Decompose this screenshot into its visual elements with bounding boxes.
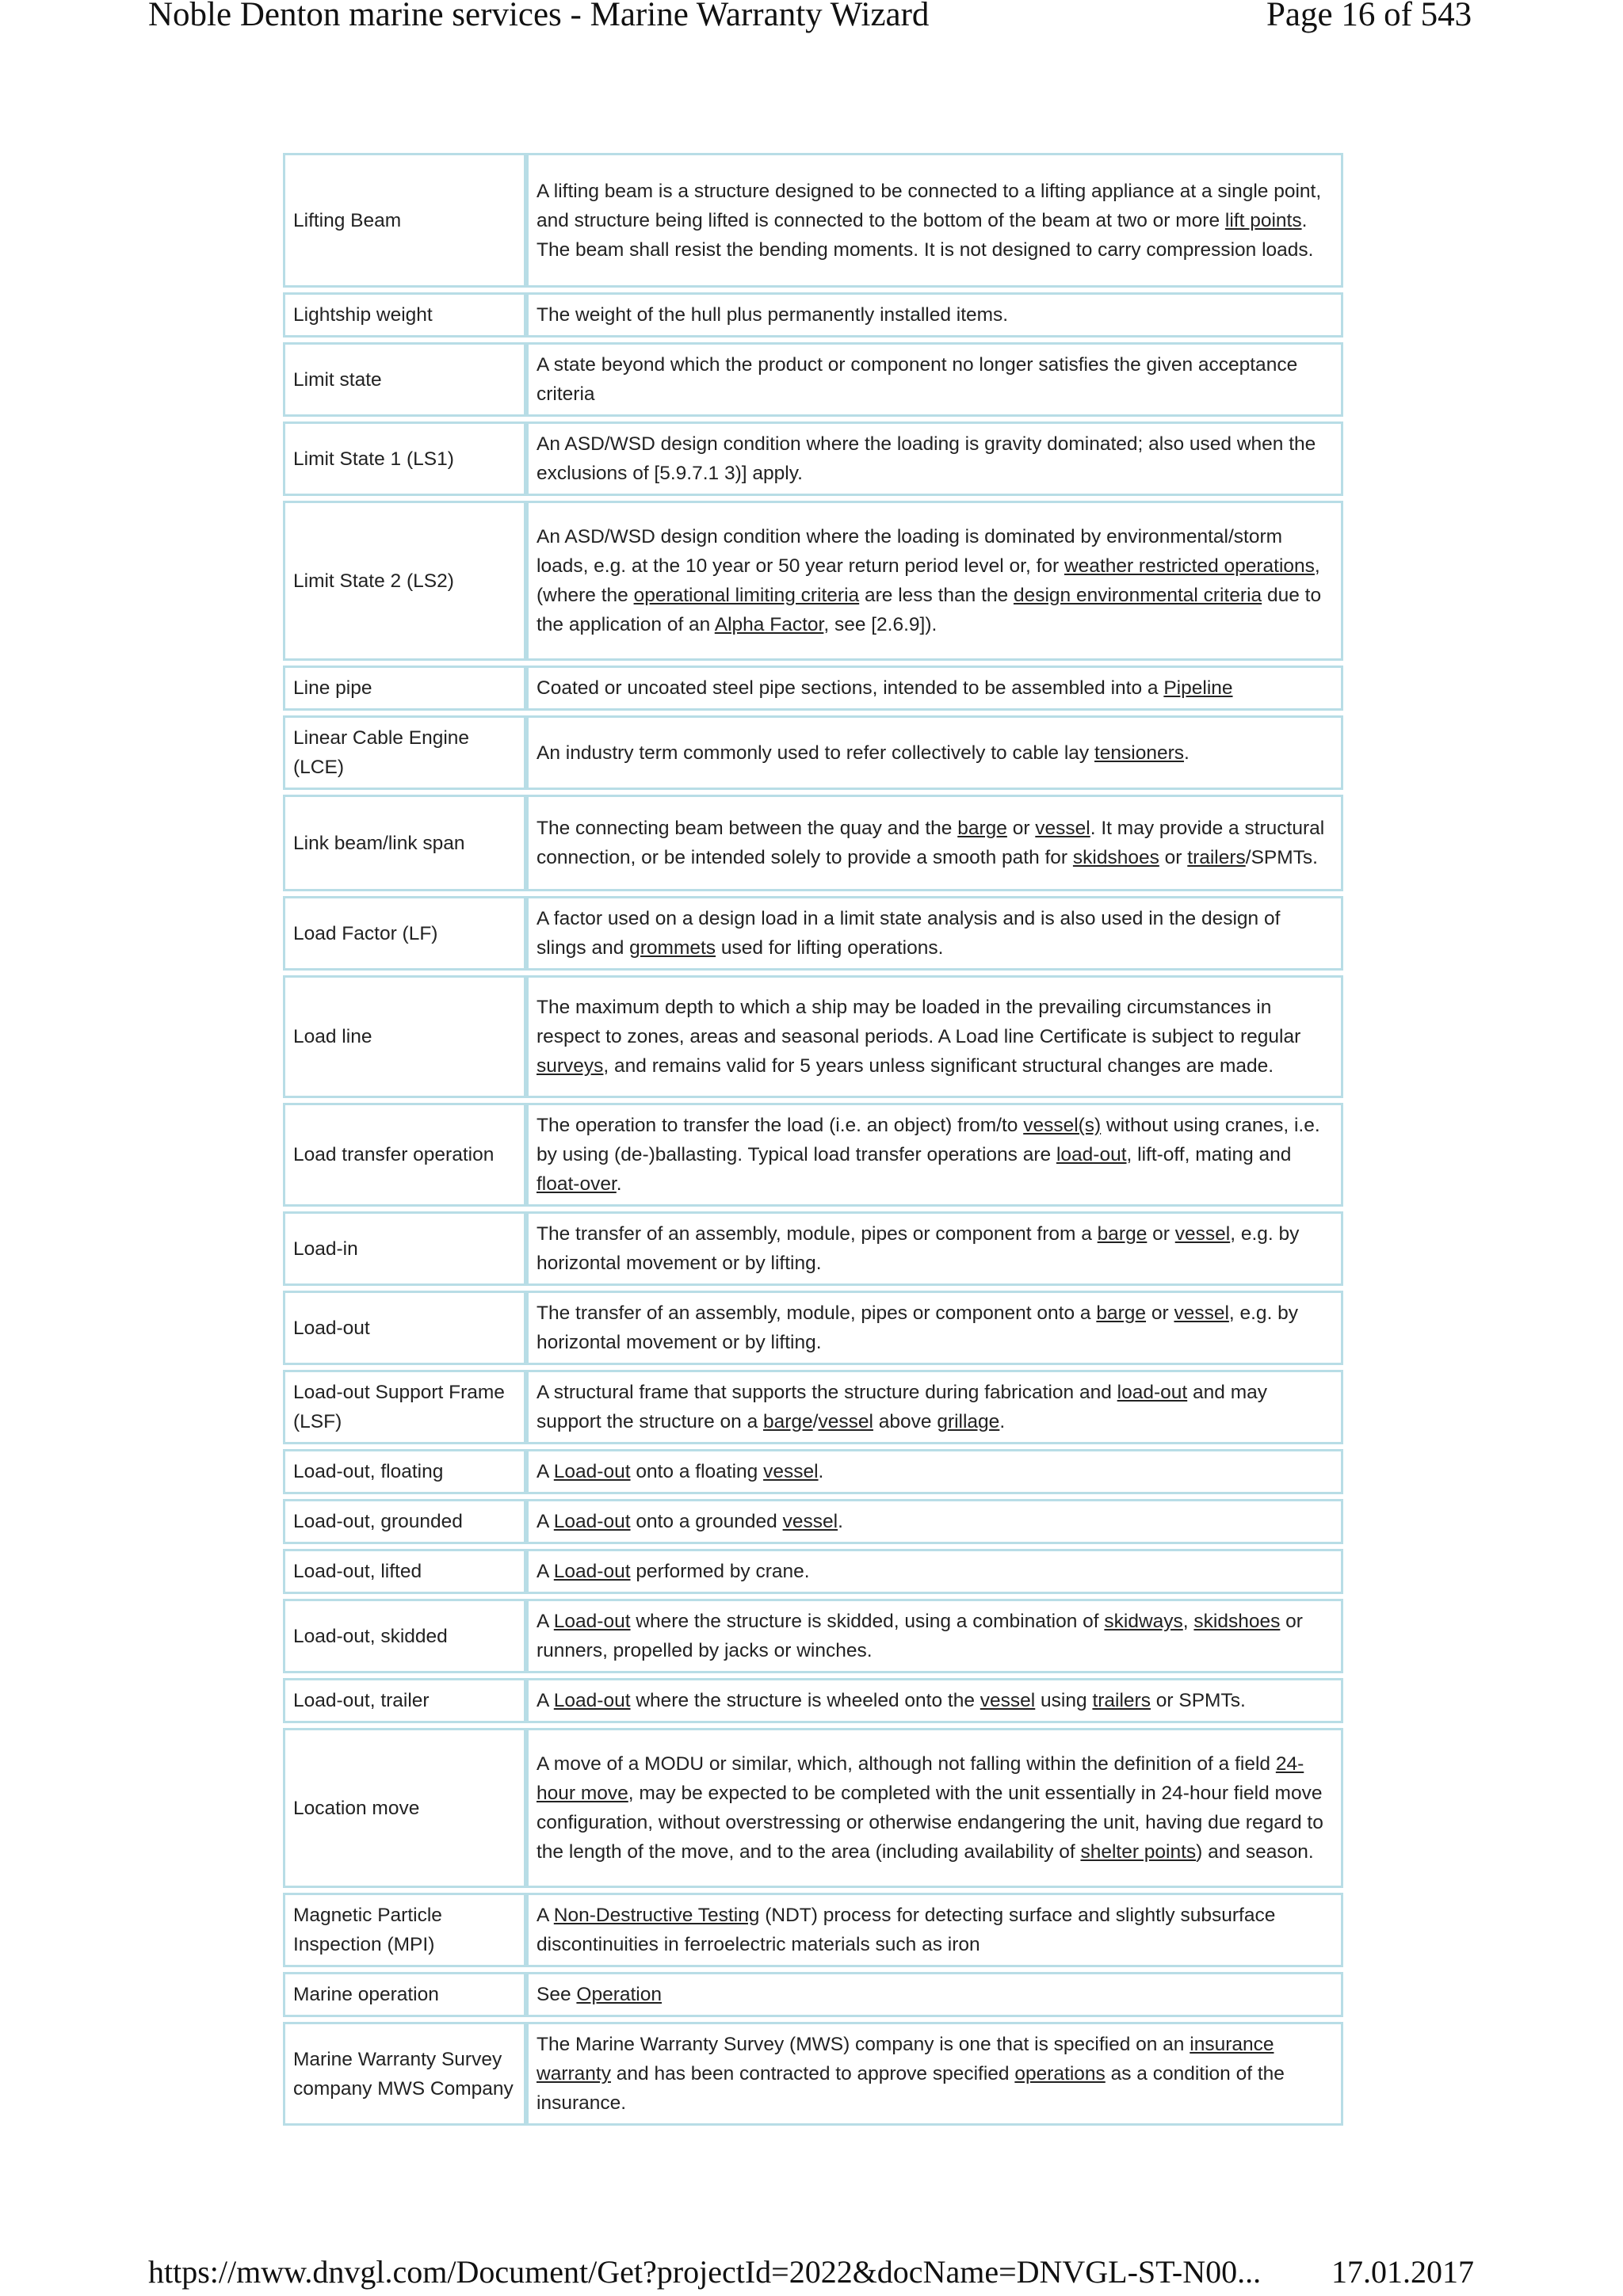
glossary-link[interactable]: skidways <box>1104 1611 1183 1632</box>
definition-text: and has been contracted to approve specified <box>610 2063 1015 2084</box>
definition-text: The transfer of an assembly, module, pipes or component onto a <box>537 1302 1097 1324</box>
glossary-row <box>283 975 1343 1098</box>
definition-text: A move of a MODU or similar, which, although not falling within the definition of a field <box>537 1753 1276 1775</box>
glossary-link[interactable]: skidshoes <box>1193 1611 1281 1632</box>
definition-text: A lifting beam is a structure designed to be connected to a lifting appliance at a single point, and structure being lifted is connected to the bottom of the beam at two or more <box>537 180 1322 231</box>
glossary-link[interactable]: Load-out <box>553 1690 631 1711</box>
glossary-link[interactable]: operational limiting criteria <box>633 585 860 606</box>
glossary-term: Load-out, skidded <box>283 1599 526 1673</box>
definition-text: or <box>1159 847 1188 868</box>
glossary-row <box>283 1728 1343 1888</box>
glossary-row <box>283 2022 1343 2126</box>
glossary-definition <box>526 342 1343 417</box>
glossary-link[interactable]: operations <box>1014 2063 1106 2084</box>
glossary-link[interactable]: Load-out <box>553 1611 631 1632</box>
glossary-row <box>283 715 1343 790</box>
glossary-definition <box>526 1291 1343 1365</box>
glossary-term: Load-out, grounded <box>283 1499 526 1544</box>
glossary-term: Load Factor (LF) <box>283 896 526 971</box>
definition-text: or runners, propelled by jacks or winches. <box>537 1611 1303 1661</box>
definition-text: above <box>873 1411 938 1432</box>
glossary-link[interactable]: weather restricted operations <box>1064 555 1315 577</box>
glossary-link[interactable]: vessel <box>763 1461 819 1482</box>
definition-text: A factor used on a design load in a limit state analysis and is also used in the design of slings and <box>537 908 1281 959</box>
glossary-row <box>283 795 1343 891</box>
glossary-definition <box>526 1499 1343 1544</box>
glossary-link[interactable]: Load-out <box>553 1511 631 1532</box>
definition-text: , and remains valid for 5 years unless significant structural changes are made. <box>603 1055 1274 1077</box>
definition-text: The operation to transfer the load (i.e. an object) from/to <box>537 1115 1024 1136</box>
glossary-row <box>283 1678 1343 1723</box>
glossary-row <box>283 153 1343 288</box>
definition-text: , see [2.6.9]). <box>823 614 938 635</box>
glossary-definition <box>526 1972 1343 2017</box>
definition-text: . <box>616 1173 622 1195</box>
definition-text: ) and season. <box>1196 1841 1314 1863</box>
glossary-term: Linear Cable Engine (LCE) <box>283 715 526 790</box>
glossary-term: Load-out, lifted <box>283 1549 526 1594</box>
glossary-link[interactable]: Alpha Factor <box>714 614 824 635</box>
glossary-definition <box>526 1370 1343 1444</box>
definition-text: where the structure is skidded, using a combination of <box>630 1611 1105 1632</box>
glossary-row <box>283 292 1343 338</box>
glossary-row <box>283 1599 1343 1673</box>
glossary-term: Limit State 1 (LS1) <box>283 421 526 496</box>
glossary-term: Load line <box>283 975 526 1098</box>
glossary-definition <box>526 153 1343 288</box>
glossary-link[interactable]: Operation <box>576 1984 663 2005</box>
definition-text: . <box>838 1511 843 1532</box>
definition-text: A <box>537 1690 554 1711</box>
glossary-definition <box>526 292 1343 338</box>
definition-text: due to the application of an <box>537 585 1322 635</box>
definition-text: A <box>537 1611 554 1632</box>
definition-text: The maximum depth to which a ship may be loaded in the prevailing circumstances in respect to zones, areas and seasonal periods. A Load line Certificate is subject to regular <box>537 997 1301 1047</box>
glossary-definition <box>526 1728 1343 1888</box>
definition-text: . <box>818 1461 824 1482</box>
glossary-definition <box>526 501 1343 661</box>
definition-text: See <box>537 1984 577 2005</box>
glossary-link[interactable]: Load-out <box>553 1561 631 1582</box>
glossary-term: Link beam/link span <box>283 795 526 891</box>
definition-text: . <box>1184 742 1190 764</box>
definition-text: / <box>812 1411 819 1432</box>
definition-text: and may support the structure on a <box>537 1382 1267 1432</box>
glossary-definition <box>526 1211 1343 1286</box>
glossary-row <box>283 1103 1343 1207</box>
glossary-link[interactable]: design environmental criteria <box>1013 585 1262 606</box>
document-header-title: Noble Denton marine services - Marine Warranty Wizard <box>148 0 930 33</box>
glossary-term: Marine operation <box>283 1972 526 2017</box>
definition-text: or <box>1146 1302 1174 1324</box>
definition-text: /SPMTs. <box>1245 847 1318 868</box>
definition-text: or SPMTs. <box>1150 1690 1246 1711</box>
footer-date: 17.01.2017 <box>1331 2254 1474 2290</box>
glossary-row <box>283 1549 1343 1594</box>
definition-text: An ASD/WSD design condition where the loading is gravity dominated; also used when the exclusions of [5.9.7.1 3)] apply. <box>537 433 1316 484</box>
glossary-term: Marine Warranty Survey company MWS Company <box>283 2022 526 2126</box>
glossary-link[interactable]: Load-out <box>553 1461 631 1482</box>
glossary-link[interactable]: float-over <box>537 1173 617 1195</box>
definition-text: The weight of the hull plus permanently installed items. <box>537 304 1009 326</box>
definition-text: A <box>537 1561 554 1582</box>
glossary-row <box>283 1291 1343 1365</box>
glossary-link[interactable]: vessel <box>1035 818 1090 839</box>
glossary-table <box>283 148 1343 2130</box>
definition-text: performed by crane. <box>630 1561 810 1582</box>
glossary-link[interactable]: skidshoes <box>1072 847 1159 868</box>
definition-text: The Marine Warranty Survey (MWS) company is one that is specified on an <box>537 2034 1190 2055</box>
glossary-row <box>283 1449 1343 1494</box>
glossary-link[interactable]: barge <box>763 1411 813 1432</box>
glossary-definition <box>526 896 1343 971</box>
definition-text: onto a grounded <box>630 1511 783 1532</box>
glossary-term: Load-out, floating <box>283 1449 526 1494</box>
glossary-definition <box>526 421 1343 496</box>
glossary-link[interactable]: barge <box>957 818 1007 839</box>
glossary-definition <box>526 1678 1343 1723</box>
glossary-link[interactable]: Non-Destructive Testing <box>553 1905 760 1926</box>
glossary-link[interactable]: load-out <box>1056 1144 1127 1165</box>
glossary-term: Line pipe <box>283 666 526 711</box>
glossary-term: Load transfer operation <box>283 1103 526 1207</box>
glossary-definition <box>526 1449 1343 1494</box>
glossary-row <box>283 666 1343 711</box>
glossary-link[interactable]: lift points <box>1224 209 1302 231</box>
definition-text: A structural frame that supports the structure during fabrication and <box>537 1382 1117 1403</box>
glossary-link[interactable]: vessel <box>1174 1223 1231 1245</box>
glossary-link[interactable]: vessel <box>782 1511 838 1532</box>
definition-text: as a condition of the insurance. <box>537 2063 1285 2114</box>
definition-text: where the structure is wheeled onto the <box>630 1690 980 1711</box>
glossary-term: Location move <box>283 1728 526 1888</box>
glossary-link[interactable]: grillage <box>937 1411 1000 1432</box>
definition-text: , e.g. by horizontal movement or by lifting. <box>537 1223 1300 1274</box>
glossary-link[interactable]: Pipeline <box>1163 677 1233 699</box>
glossary-row <box>283 342 1343 417</box>
glossary-definition <box>526 1893 1343 1967</box>
definition-text: A <box>537 1511 554 1532</box>
glossary-row <box>283 1370 1343 1444</box>
definition-text: The transfer of an assembly, module, pipes or component from a <box>537 1223 1098 1245</box>
glossary-link[interactable]: grommets <box>629 937 716 959</box>
glossary-link[interactable]: vessel <box>1174 1302 1229 1324</box>
definition-text: Coated or uncoated steel pipe sections, intended to be assembled into a <box>537 677 1164 699</box>
page-number: Page 16 of 543 <box>1266 0 1472 33</box>
glossary-row <box>283 1211 1343 1286</box>
glossary-link[interactable]: barge <box>1096 1302 1147 1324</box>
definition-text: , e.g. by horizontal movement or by lifting. <box>537 1302 1299 1353</box>
glossary-link[interactable]: trailers <box>1092 1690 1151 1711</box>
glossary-link[interactable]: surveys <box>537 1055 604 1077</box>
definition-text: , (where the <box>537 555 1320 606</box>
glossary-definition <box>526 1599 1343 1673</box>
glossary-link[interactable]: 24-hour move <box>537 1753 1304 1804</box>
glossary-definition <box>526 795 1343 891</box>
definition-text: An industry term commonly used to refer collectively to cable lay <box>537 742 1094 764</box>
definition-text: (NDT) process for detecting surface and slightly subsurface discontinuities in ferroelectric materials such as iron <box>537 1905 1276 1955</box>
glossary-link[interactable]: vessel(s) <box>1023 1115 1102 1136</box>
definition-text: The connecting beam between the quay and the <box>537 818 958 839</box>
definition-text: An ASD/WSD design condition where the loading is dominated by environmental/storm loads, e.g. at the 10 year or 50 year return period level or, for <box>537 526 1283 577</box>
definition-text: using <box>1035 1690 1093 1711</box>
glossary-row <box>283 1972 1343 2017</box>
glossary-link[interactable]: vessel <box>980 1690 1036 1711</box>
glossary-term: Lightship weight <box>283 292 526 338</box>
definition-text: A state beyond which the product or component no longer satisfies the given acceptance criteria <box>537 354 1298 405</box>
glossary-link[interactable]: load-out <box>1117 1382 1188 1403</box>
glossary-term: Load-out Support Frame (LSF) <box>283 1370 526 1444</box>
glossary-link[interactable]: insurance warranty <box>537 2034 1274 2084</box>
glossary-link[interactable]: vessel <box>818 1411 873 1432</box>
glossary-row <box>283 1499 1343 1544</box>
definition-text: used for lifting operations. <box>716 937 944 959</box>
definition-text: . It may provide a structural connection, or be intended solely to provide a smooth path for <box>537 818 1325 868</box>
definition-text: are less than the <box>859 585 1014 606</box>
definition-text: onto a floating <box>630 1461 764 1482</box>
glossary-row <box>283 1893 1343 1967</box>
glossary-row <box>283 501 1343 661</box>
glossary-term: Load-out, trailer <box>283 1678 526 1723</box>
definition-text: or <box>1147 1223 1175 1245</box>
glossary-row <box>283 421 1343 496</box>
glossary-term: Magnetic Particle Inspection (MPI) <box>283 1893 526 1967</box>
glossary-link[interactable]: tensioners <box>1094 742 1185 764</box>
definition-text: , may be expected to be completed with the unit essentially in 24-hour field move configuration, without overstressing or otherwise endangering the unit, having due regard to the length of the move, and to the area (including availability of <box>537 1783 1323 1863</box>
definition-text: , <box>1182 1611 1194 1632</box>
definition-text: . The beam shall resist the bending moments. It is not designed to carry compression loads. <box>537 209 1314 261</box>
glossary-link[interactable]: shelter points <box>1080 1841 1197 1863</box>
glossary-definition <box>526 1103 1343 1207</box>
glossary-term: Load-out <box>283 1291 526 1365</box>
glossary-table-body <box>283 153 1343 2126</box>
glossary-term: Load-in <box>283 1211 526 1286</box>
glossary-definition <box>526 1549 1343 1594</box>
glossary-row <box>283 896 1343 971</box>
glossary-definition <box>526 975 1343 1098</box>
glossary-definition <box>526 666 1343 711</box>
definition-text: , lift-off, mating and <box>1126 1144 1292 1165</box>
footer-url[interactable]: https://mww.dnvgl.com/Document/Get?projectId=2022&docName=DNVGL-ST-N00... <box>148 2254 1262 2290</box>
definition-text: without using cranes, i.e. by using (de-)ballasting. Typical load transfer operations are <box>537 1115 1320 1165</box>
glossary-definition <box>526 2022 1343 2126</box>
glossary-term: Limit state <box>283 342 526 417</box>
definition-text: or <box>1006 818 1036 839</box>
glossary-link[interactable]: barge <box>1097 1223 1148 1245</box>
glossary-link[interactable]: trailers <box>1187 847 1246 868</box>
definition-text: . <box>999 1411 1006 1432</box>
definition-text: A <box>537 1905 554 1926</box>
definition-text: A <box>537 1461 554 1482</box>
glossary-definition <box>526 715 1343 790</box>
glossary-term: Lifting Beam <box>283 153 526 288</box>
glossary-term: Limit State 2 (LS2) <box>283 501 526 661</box>
